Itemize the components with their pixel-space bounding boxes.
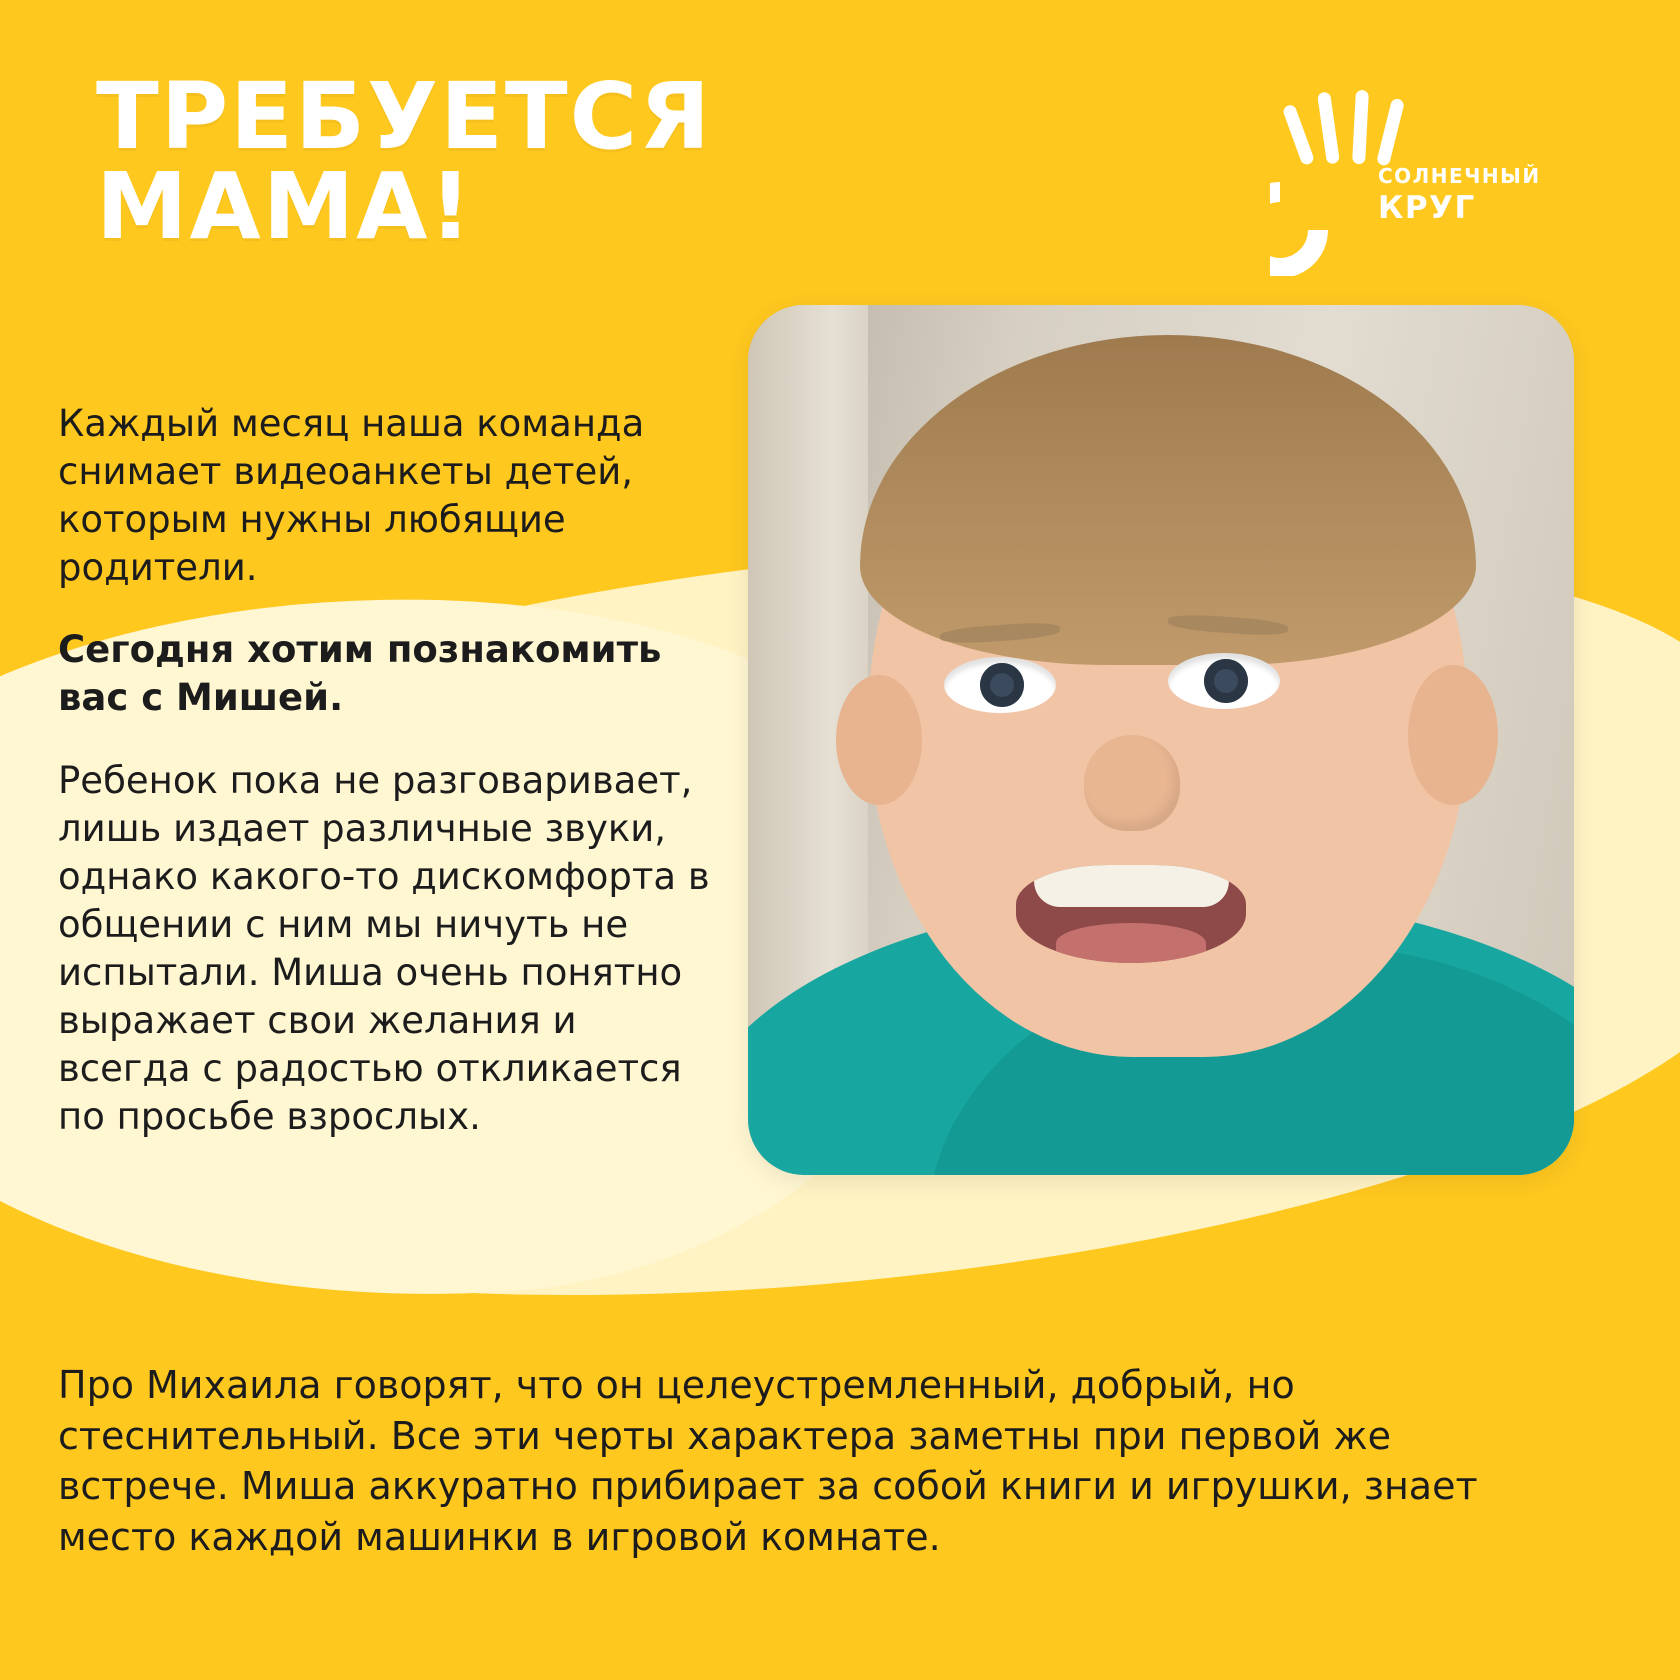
photo-tongue	[1056, 923, 1206, 963]
headline-line-2: МАМА!	[96, 153, 474, 261]
logo	[1270, 86, 1541, 276]
logo-text-line-2: КРУГ	[1378, 190, 1476, 226]
logo-text	[1378, 164, 1541, 226]
photo-mouth	[1016, 865, 1246, 963]
photo-ear-left	[836, 675, 922, 805]
page-title	[96, 63, 713, 261]
photo-teeth	[1034, 865, 1229, 907]
photo-ear-right	[1408, 665, 1498, 805]
paragraph-intro: Каждый месяц наша команда снимает видеоанкеты детей, которым нужны любящие родители.	[58, 402, 645, 590]
headline-line-1: ТРЕБУЕТСЯ	[96, 63, 713, 170]
paragraph-description: Ребенок пока не разговаривает, лишь издает различные звуки, однако какого-то дискомфорта в общении с ним мы ничуть не испытали. Миша очень понятно выражает свои желания и всегда с радостью откликается по просьбе взрослых.	[58, 758, 710, 1139]
text-column	[58, 400, 718, 1175]
child-photo	[748, 305, 1574, 1175]
photo-eye-right	[1168, 653, 1280, 709]
paragraph-bottom: Про Михаила говорят, что он целеустремленный, добрый, но стеснительный. Все эти черты характера заметны при первой же встрече. Миша аккуратно прибирает за собой книги и игрушки, знает место каждой машинки в игровой комнате.	[58, 1363, 1478, 1559]
photo-eye-left	[944, 657, 1056, 713]
photo-pupil-left	[980, 663, 1024, 707]
paragraph-lead: Сегодня хотим познакомить вас с Мишей.	[58, 628, 662, 720]
photo-nose	[1084, 735, 1180, 831]
photo-pupil-right	[1204, 659, 1248, 703]
logo-text-line-1: СОЛНЕЧНЫЙ	[1378, 164, 1541, 188]
